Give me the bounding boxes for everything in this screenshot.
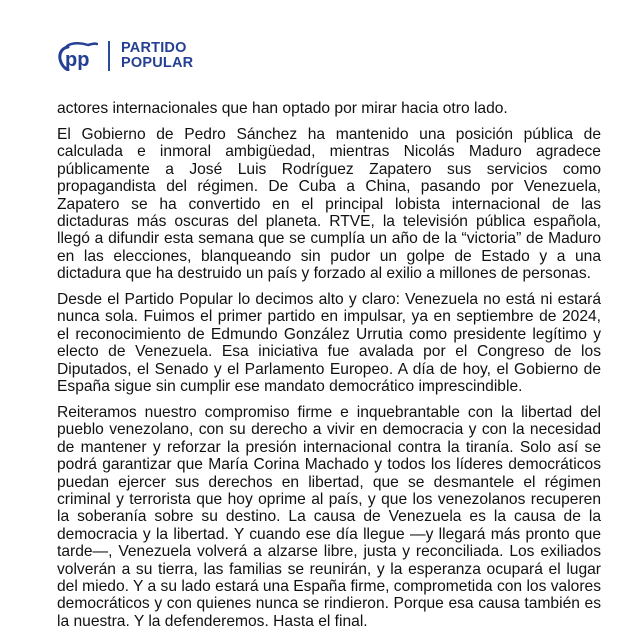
header-divider xyxy=(108,41,110,71)
logo-letters: pp xyxy=(65,49,90,71)
brand-line-1: PARTIDO xyxy=(121,40,187,56)
paragraph-1: actores internacionales que han optado por mirar hacia otro lado. xyxy=(57,100,508,117)
paragraph-3: Desde el Partido Popular lo decimos alto y claro: Venezuela no está ni estará nunca sola. Fuimos el primer partido en impulsar, ya en septiembre de 2024, el reconocimiento de Edmundo González Urrutia como presidente legítimo y electo de Venezuela. Esa iniciativa fue avalada por el Congreso de los Diputados, el Senado y el Parlamento Europeo. A día de hoy, el Gobierno de España sigue sin cumplir ese mandato democrático imprescindible. xyxy=(57,291,601,396)
paragraph-4: Reiteramos nuestro compromiso firme e inquebrantable con la libertad del pueblo venezolano, con su derecho a vivir en democracia y con la necesidad de mantener y reforzar la presión internacional contra la tiranía. Solo así se podrá garantizar que María Corina Machado y todos los líderes democráticos puedan ejercer sus derechos en libertad, que se desmantele el régimen criminal y terrorista que hoy oprime al país, y que los venezolanos recuperen la soberanía sobre su destino. La causa de Venezuela es la causa de la democracia y la libertad. Y cuando ese día llegue —y llegará más pronto que tarde—, Venezuela volverá a alzarse libre, justa y reconciliada. Los exiliados volverán a su tierra, las familias se reunirán, y la esperanza ocupará el lugar del miedo. Y a su lado estará una España firme, comprometida con los valores democráticos y con quienes nunca se rindieron. Porque esa causa también es la nuestra. Y la defenderemos. Hasta el final. xyxy=(57,404,601,630)
paragraph-2: El Gobierno de Pedro Sánchez ha mantenido una posición pública de calculada e inmoral ambigüedad, mientras Nicolás Maduro agradece públicamente a José Luis Rodríguez Zapatero sus servicios como propagandista del régimen. De Cuba a China, pasando por Venezuela, Zapatero se ha convertido en el principal lobista internacional de las dictaduras más oscuras del planeta. RTVE, la televisión pública española, llegó a difundir esta semana que se cumplía un año de la “victoria” de Maduro en las elecciones, blanqueando sin pudor un golpe de Estado y a una dictadura que ha destruido un país y forzado al exilio a millones de personas. xyxy=(57,125,601,283)
brand-line-2: POPULAR xyxy=(121,55,194,71)
partido-popular-logo-icon xyxy=(58,41,98,71)
brand-name xyxy=(121,41,193,71)
document-body xyxy=(57,100,601,639)
party-header xyxy=(58,38,193,74)
